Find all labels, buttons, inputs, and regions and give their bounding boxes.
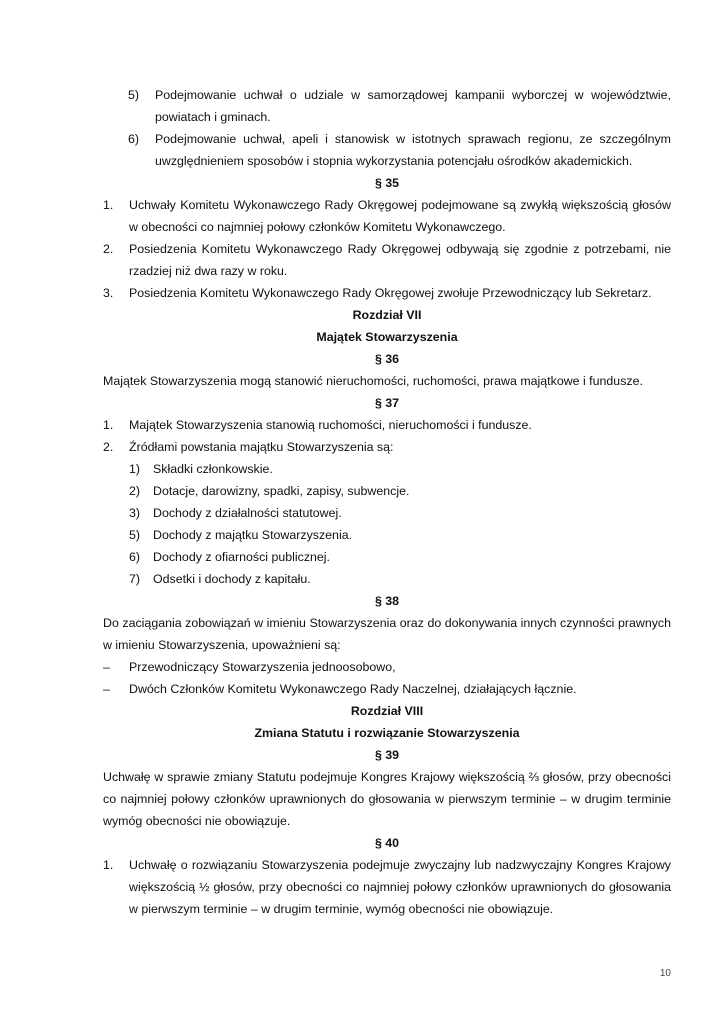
list-item xyxy=(103,480,671,502)
list-item xyxy=(103,84,671,128)
list-item xyxy=(103,524,671,546)
list-item xyxy=(103,128,671,172)
section-heading-38: § 38 xyxy=(374,594,400,608)
list-item xyxy=(103,854,671,920)
list-text: Dwóch Członków Komitetu Wykonawczego Rady Naczelnej, działających łącznie. xyxy=(129,682,577,696)
list-item xyxy=(103,238,671,282)
chapter-number: Rozdział VIII xyxy=(350,704,424,718)
list-item xyxy=(103,568,671,590)
chapter-title: Majątek Stowarzyszenia xyxy=(316,330,458,344)
list-number: 2. xyxy=(103,242,114,256)
list-number: 2) xyxy=(129,484,141,498)
list-item xyxy=(103,436,671,458)
list-text: Dochody z majątku Stowarzyszenia. xyxy=(153,528,353,542)
list-item xyxy=(103,678,671,700)
list-item xyxy=(103,414,671,436)
list-text: Majątek Stowarzyszenia stanowią ruchomości, nieruchomości i fundusze. xyxy=(129,418,532,432)
list-number: 2. xyxy=(103,440,114,454)
list-text: Dochody z działalności statutowej. xyxy=(153,506,342,520)
list-text: Posiedzenia Komitetu Wykonawczego Rady Okręgowej zwołuje Przewodniczący lub Sekretarz. xyxy=(129,286,652,300)
list-item xyxy=(103,502,671,524)
list-item xyxy=(103,194,671,238)
list-number: 5) xyxy=(129,528,141,542)
paragraph: Majątek Stowarzyszenia mogą stanowić nieruchomości, ruchomości, prawa majątkowe i fundusze. xyxy=(103,374,643,388)
list-text: Uchwałę o rozwiązaniu Stowarzyszenia podejmuje zwyczajny lub nadzwyczajny Kongres Krajowy większością ½ głosów, przy obecności co najmniej połowy członków uprawnionych do głosowania w pierwszym terminie – w drugim terminie, wymóg obecności nie obowiązuje. xyxy=(129,858,671,916)
list-text: Dotacje, darowizny, spadki, zapisy, subwencje. xyxy=(153,484,410,498)
list-text: Uchwały Komitetu Wykonawczego Rady Okręgowej podejmowane są zwykłą większością głosów w obecności co najmniej połowy członków Komitetu Wykonawczego. xyxy=(129,198,671,234)
list-number: 3) xyxy=(129,506,141,520)
list-number: 1) xyxy=(129,462,141,476)
list-number: 7) xyxy=(129,572,141,586)
list-text: Podejmowanie uchwał o udziale w samorządowej kampanii wyborczej w województwie, powiatach i gminach. xyxy=(155,88,671,124)
list-text: Przewodniczący Stowarzyszenia jednoosobowo, xyxy=(129,660,396,674)
chapter-number: Rozdział VII xyxy=(352,308,422,322)
list-text: Posiedzenia Komitetu Wykonawczego Rady Okręgowej odbywają się zgodnie z potrzebami, nie rzadziej niż dwa razy w roku. xyxy=(129,242,671,278)
list-item xyxy=(103,546,671,568)
page-content xyxy=(103,84,671,920)
section-heading-39: § 39 xyxy=(374,748,400,762)
paragraph: Uchwałę w sprawie zmiany Statutu podejmuje Kongres Krajowy większością ⅔ głosów, przy obecności co najmniej połowy członków uprawnionych do głosowania w pierwszym terminie – w drugim terminie wymóg obecności nie obowiązuje. xyxy=(103,770,671,828)
list-item xyxy=(103,656,671,678)
list-item xyxy=(103,282,671,304)
list-text: Podejmowanie uchwał, apeli i stanowisk w istotnych sprawach regionu, ze szczególnym uwzględnieniem sposobów i stopnia wykorzystania potencjału ośrodków akademickich. xyxy=(155,132,671,168)
list-text: Źródłami powstania majątku Stowarzyszenia są: xyxy=(129,440,394,454)
paragraph: Do zaciągania zobowiązań w imieniu Stowarzyszenia oraz do dokonywania innych czynności prawnych w imieniu Stowarzyszenia, upoważnieni są: xyxy=(103,616,671,652)
list-number: 6) xyxy=(128,132,140,146)
list-number: 5) xyxy=(128,88,140,102)
section-heading-35: § 35 xyxy=(374,176,400,190)
list-number: 3. xyxy=(103,286,114,300)
list-item xyxy=(103,458,671,480)
list-number: 1. xyxy=(103,858,114,872)
list-number: 1. xyxy=(103,198,114,212)
section-heading-40: § 40 xyxy=(374,836,400,850)
list-number: 1. xyxy=(103,418,114,432)
section-heading-37: § 37 xyxy=(374,396,400,410)
list-number: 6) xyxy=(129,550,141,564)
list-text: Dochody z ofiarności publicznej. xyxy=(153,550,331,564)
list-text: Składki członkowskie. xyxy=(153,462,273,476)
list-text: Odsetki i dochody z kapitału. xyxy=(153,572,311,586)
chapter-title: Zmiana Statutu i rozwiązanie Stowarzyszenia xyxy=(254,726,520,740)
section-heading-36: § 36 xyxy=(374,352,400,366)
list-dash: – xyxy=(103,682,110,696)
page-number: 10 xyxy=(659,968,671,979)
list-dash: – xyxy=(103,660,110,674)
